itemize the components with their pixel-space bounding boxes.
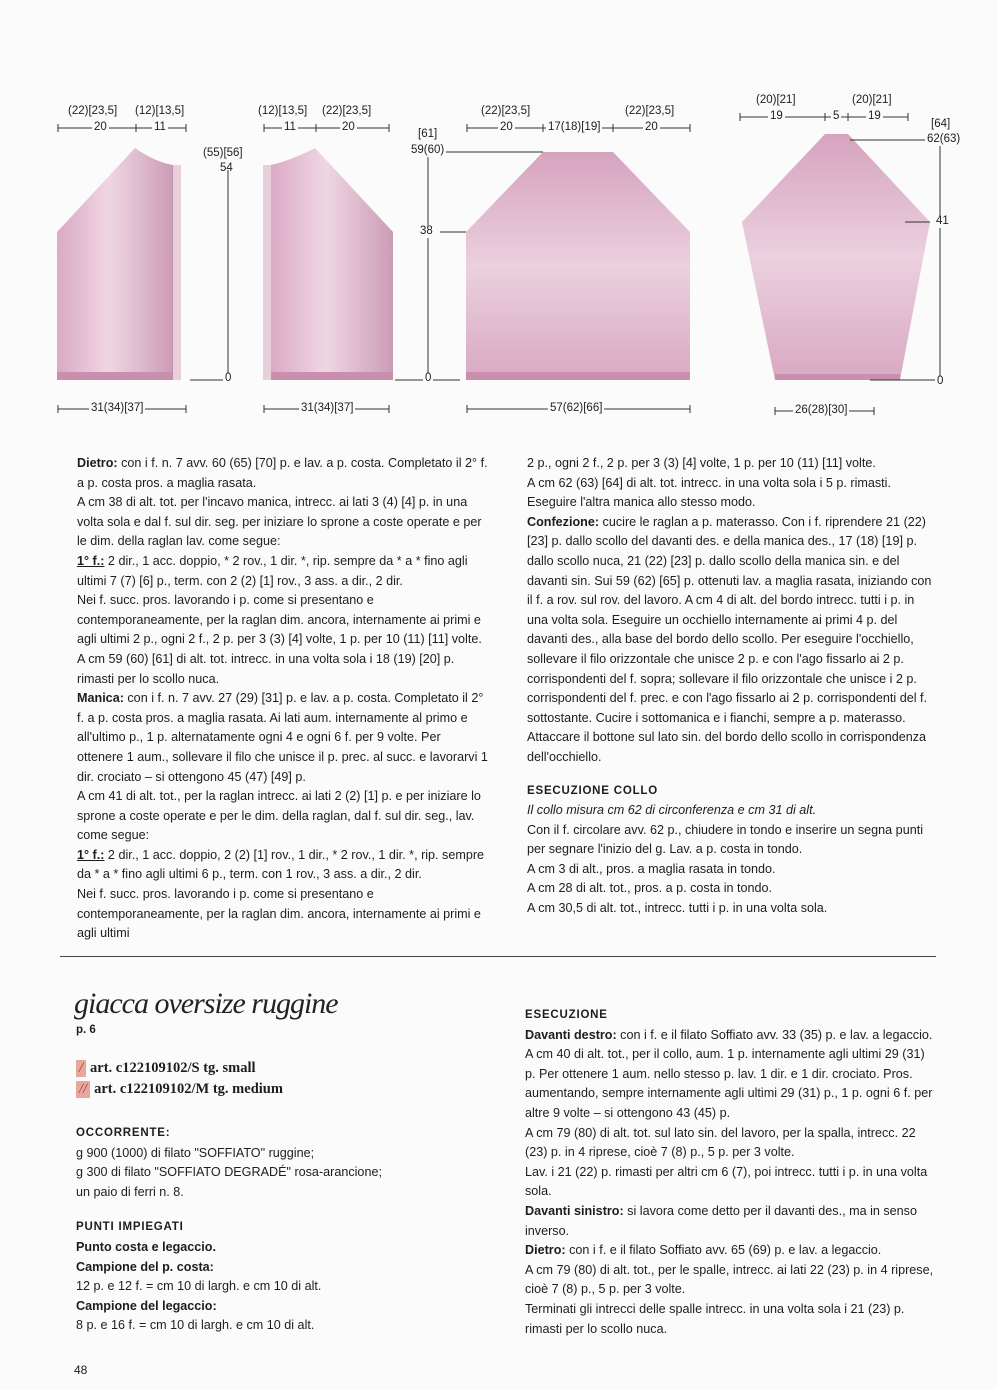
- paragraph: [527, 513, 937, 768]
- schema-label: 0: [937, 375, 944, 387]
- schema-label: (20)[21]: [756, 94, 796, 106]
- paragraph: 12 p. e 12 f. = cm 10 di largh. e cm 10 di alt.: [76, 1279, 322, 1294]
- paragraph: Con il f. circolare avv. 62 p., chiudere in tondo e inserire un segna punti per segnare l'inizio del g. Lav. a p. costa in tondo.: [527, 822, 923, 857]
- paragraph: [77, 689, 489, 787]
- text: cucire le raglan a p. materasso. Con i f. riprendere 21 (22) [23] p. dallo scollo del davanti des. e della manica des., 17 (18) [19] p. dallo scollo nuca, 21 (22) [23] p. dallo scollo della manica sin. e del davanti sin. Sui 59 (62) [65] p. ottenuti lav. a maglia rasata, iniziando con il f. a rov. sul rov. del lavoro. A cm 4 di alt. del bordo intrecc. tutti i p. in una volta sola. Eseguire un occhiello internamente ai primi 4 p. del davanti des., alla base del bordo dello scollo. Per eseguire l'occhiello, sollevare il filo orizzontale che unisce 2 p. e con l'ago fissarlo ai 2 p. corrispondenti del f. sopra; sollevare il filo orizzontale che unisce i 2 p. corrispondenti del f. prec. e con l'ago fissarlo ai 2 p. corrispondenti del f. sottostante. Cucire i sottomanica e i fianchi, sempre a p. materasso. Attaccare il bottone sul lato sin. del bordo dello scollo in corrispondenza dell'occhiello.: [527, 514, 932, 764]
- schema-label: 20: [645, 121, 658, 133]
- paragraph: 8 p. e 16 f. = cm 10 di largh. e cm 10 di alt.: [76, 1318, 315, 1333]
- article-code: art. c122109102/M tg. medium: [94, 1081, 283, 1097]
- label-row1: 1° f.:: [77, 553, 105, 568]
- schema-label: 26(28)[30]: [795, 404, 848, 416]
- schema-label: 17(18)[19]: [548, 121, 601, 133]
- schema-label: (55)[56]: [203, 147, 243, 159]
- schema-label: 20: [94, 121, 107, 133]
- schema-label: (22)[23,5]: [68, 105, 118, 117]
- paragraph: A cm 41 di alt. tot., per la raglan intrecc. ai lati 2 (2) [1] p. e per iniziare lo sprone a coste operate e per le dim. della raglan, dal f. sul dir. seg., lav. come segue:: [77, 789, 481, 843]
- schema-label: (22)[23,5]: [322, 105, 372, 117]
- instructions-right-column: [527, 454, 937, 919]
- paragraph: [77, 454, 489, 493]
- paragraph: A cm 62 (63) [64] di alt. tot. intrecc. in una volta sola i 5 p. rimasti. Eseguire l'altra manica allo stesso modo.: [527, 475, 891, 510]
- schema-label: (22)[23,5]: [481, 105, 531, 117]
- label-confezione: Confezione:: [527, 514, 600, 529]
- paragraph: A cm 79 (80) di alt. tot. sul lato sin. del lavoro, per la spalla, intrecc. 22 (23) p. in 4 riprese, cioè 7 (8) p., 5 p. per 3 volte.: [525, 1125, 916, 1160]
- text: con i f. n. 7 avv. 27 (29) [31] p. e lav. a p. costa. Completato il 2° f. a p. costa pros. a maglia rasata. Ai lati aum. internamente al primo e all'ultimo p., 1 p. alternatamente ogni 4 e ogni 6 f. per 9 volte. Per ottenere 1 aum., sollevare il filo che unisce il p. prec. al succ. e lavorarvi 1 dir. crociato – si ottengono 45 (47) [49] p.: [77, 691, 488, 784]
- schema-piece-left-front: [57, 148, 173, 380]
- text: con i f. n. 7 avv. 60 (65) [70] p. e lav. a p. costa. Completato il 2° f. a p. costa pros. a maglia rasata.: [77, 456, 488, 490]
- paragraph: Il collo misura cm 62 di circonferenza e cm 31 di alt.: [527, 803, 817, 818]
- section-heading: OCCORRENTE:: [76, 1127, 171, 1139]
- paragraph: Nei f. succ. pros. lavorando i p. come si presentano e contemporaneamente, per la raglan dim. ancora, internamente ai primi e agli ultimi 2 p., ogni 2 f., 2 p. per 3 (3) [4] volte, 1 p. per 10 (11) [11] volte.: [77, 593, 482, 647]
- schema-rib-right: [271, 372, 393, 380]
- schema-label: 31(34)[37]: [301, 402, 354, 414]
- paragraph: 2 p., ogni 2 f., 2 p. per 3 (3) [4] volte, 1 p. per 10 (11) [11] volte.: [527, 456, 876, 470]
- paragraph: [77, 552, 489, 591]
- page-number: 48: [74, 1363, 88, 1377]
- section-heading: ESECUZIONE: [525, 1009, 608, 1021]
- schema-label: 20: [500, 121, 513, 133]
- text: 2 dir., 1 acc. doppio, * 2 rov., 1 dir. *, rip. sempre da * a * fino agli ultimi 7 (7) [6] p., term. con 2 (2) [1] rov., 3 ass. a dir., 2 dir.: [77, 553, 468, 588]
- schema-label: 11: [284, 121, 296, 133]
- paragraph: g 300 di filato "SOFFIATO DEGRADÉ" rosa-arancione;: [76, 1165, 382, 1180]
- schema-label: 38: [420, 225, 433, 237]
- paragraph: g 900 (1000) di filato "SOFFIATO" ruggine;: [76, 1145, 315, 1160]
- paragraph: [77, 846, 489, 885]
- schema-piece-sleeve: [742, 134, 930, 380]
- paragraph: A cm 59 (60) [61] di alt. tot. intrecc. in una volta sola i 18 (19) [20] p. rimasti per lo scollo nuca.: [77, 651, 455, 686]
- section-heading: ESECUZIONE COLLO: [527, 784, 659, 797]
- schema-label: 59(60): [411, 144, 445, 156]
- schema-label: 62(63): [927, 133, 961, 145]
- paragraph: Campione del p. costa:: [76, 1259, 214, 1274]
- schema-label: [64]: [931, 118, 951, 130]
- schema-label: 19: [868, 110, 881, 122]
- schema-label: 31(34)[37]: [91, 402, 144, 414]
- schema-piece-right-front: [271, 148, 393, 380]
- paragraph: A cm 38 di alt. tot. per l'incavo manica, intrecc. ai lati 3 (4) [4] p. in una volta sola e dal f. sul dir. seg. per iniziare lo sprone a coste operate e per le dim. della raglan lav. come segue:: [77, 495, 482, 549]
- label: Davanti destro:: [525, 1027, 617, 1042]
- paragraph: [525, 1241, 937, 1261]
- materials-column: [76, 1120, 456, 1336]
- schema-label: 5: [833, 110, 840, 122]
- schema-label: 57(62)[66]: [550, 402, 603, 414]
- paragraph: A cm 30,5 di alt. tot., intrecc. tutti i p. in una volta sola.: [527, 901, 828, 916]
- paragraph: [525, 1026, 937, 1046]
- execution-column: [525, 1002, 937, 1339]
- schema-label: (20)[21]: [852, 94, 892, 106]
- section-divider: [60, 956, 936, 957]
- text: con i f. e il filato Soffiato avv. 33 (35) p. e lav. a legaccio.: [616, 1027, 933, 1042]
- schema-label: 0: [425, 372, 432, 384]
- section-heading: PUNTI IMPIEGATI: [76, 1221, 184, 1234]
- article-medium: [76, 1081, 283, 1098]
- size-mark: //: [76, 1081, 90, 1098]
- schema-label: (22)[23,5]: [625, 105, 675, 117]
- schema-label: 11: [154, 121, 166, 133]
- label-row1: 1° f.:: [77, 847, 105, 862]
- paragraph: A cm 40 di alt. tot., per il collo, aum. 1 p. internamente agli ultimi 29 (31) p. Per ottenere 1 aum. nello stesso p. lav. 1 dir. e 1 dir. crociato. Pros. aumentando, sempre internamente agli ultimi 29 (31) p., 1 p. ogni 6 f. per altre 9 volte – si ottengono 43 (45) p.: [525, 1047, 933, 1120]
- pattern-title: giacca oversize ruggine: [74, 987, 338, 1020]
- paragraph: [525, 1202, 937, 1241]
- text: con i f. e il filato Soffiato avv. 65 (69) p. e lav. a legaccio.: [565, 1243, 882, 1258]
- schema-label: (12)[13,5]: [135, 105, 185, 117]
- schema-rib-left: [57, 372, 173, 380]
- label: Davanti sinistro:: [525, 1203, 624, 1218]
- schema-label: 0: [225, 372, 232, 384]
- schema-piece-back: [466, 152, 690, 380]
- article-small: [76, 1060, 256, 1077]
- text: 2 dir., 1 acc. doppio, 2 (2) [1] rov., 1 dir., * 2 rov., 1 dir. *, rip. sempre da * a * fino agli ultimi 6 p., term. con 1 rov., 3 ass. a dir., 2 dir.: [77, 847, 485, 882]
- label-manica: Manica:: [77, 691, 124, 706]
- text: si lavora come detto per il davanti des., ma in senso inverso.: [525, 1203, 917, 1238]
- instructions-left-column: [77, 454, 489, 944]
- paragraph: A cm 28 di alt. tot., pros. a p. costa in tondo.: [527, 881, 773, 896]
- article-code: art. c122109102/S tg. small: [90, 1060, 256, 1076]
- label-dietro: Dietro:: [77, 456, 118, 470]
- paragraph: Nei f. succ. pros. lavorando i p. come si presentano e contemporaneamente, per la raglan dim. ancora, internamente ai primi e agli ultimi: [77, 887, 481, 941]
- paragraph: Punto costa e legaccio.: [76, 1239, 216, 1254]
- paragraph: A cm 79 (80) di alt. tot., per le spalle, intrecc. ai lati 22 (23) p. in 4 riprese, cioè 7 (8) p., 5 p. per 3 volte.: [525, 1262, 934, 1297]
- schema-label: 20: [342, 121, 355, 133]
- schema-label: 19: [770, 110, 783, 122]
- paragraph: un paio di ferri n. 8.: [76, 1184, 184, 1199]
- size-mark: /: [76, 1060, 86, 1077]
- schema-label: 41: [936, 215, 949, 227]
- schema-label: 54: [220, 162, 233, 174]
- page-reference: p. 6: [76, 1024, 96, 1036]
- paragraph: Campione del legaccio:: [76, 1298, 217, 1313]
- paragraph: A cm 3 di alt., pros. a maglia rasata in tondo.: [527, 861, 776, 876]
- schema-label: [61]: [418, 128, 438, 140]
- paragraph: Terminati gli intrecci delle spalle intrecc. in una volta sola i 21 (23) p. rimasti per lo scollo nuca.: [525, 1301, 905, 1336]
- pattern-schema: [0, 0, 997, 430]
- schema-label: (12)[13,5]: [258, 105, 308, 117]
- paragraph: Lav. i 21 (22) p. rimasti per altri cm 6 (7), poi intrecc. tutti i p. in una volta sola.: [525, 1164, 928, 1199]
- label: Dietro:: [525, 1243, 566, 1258]
